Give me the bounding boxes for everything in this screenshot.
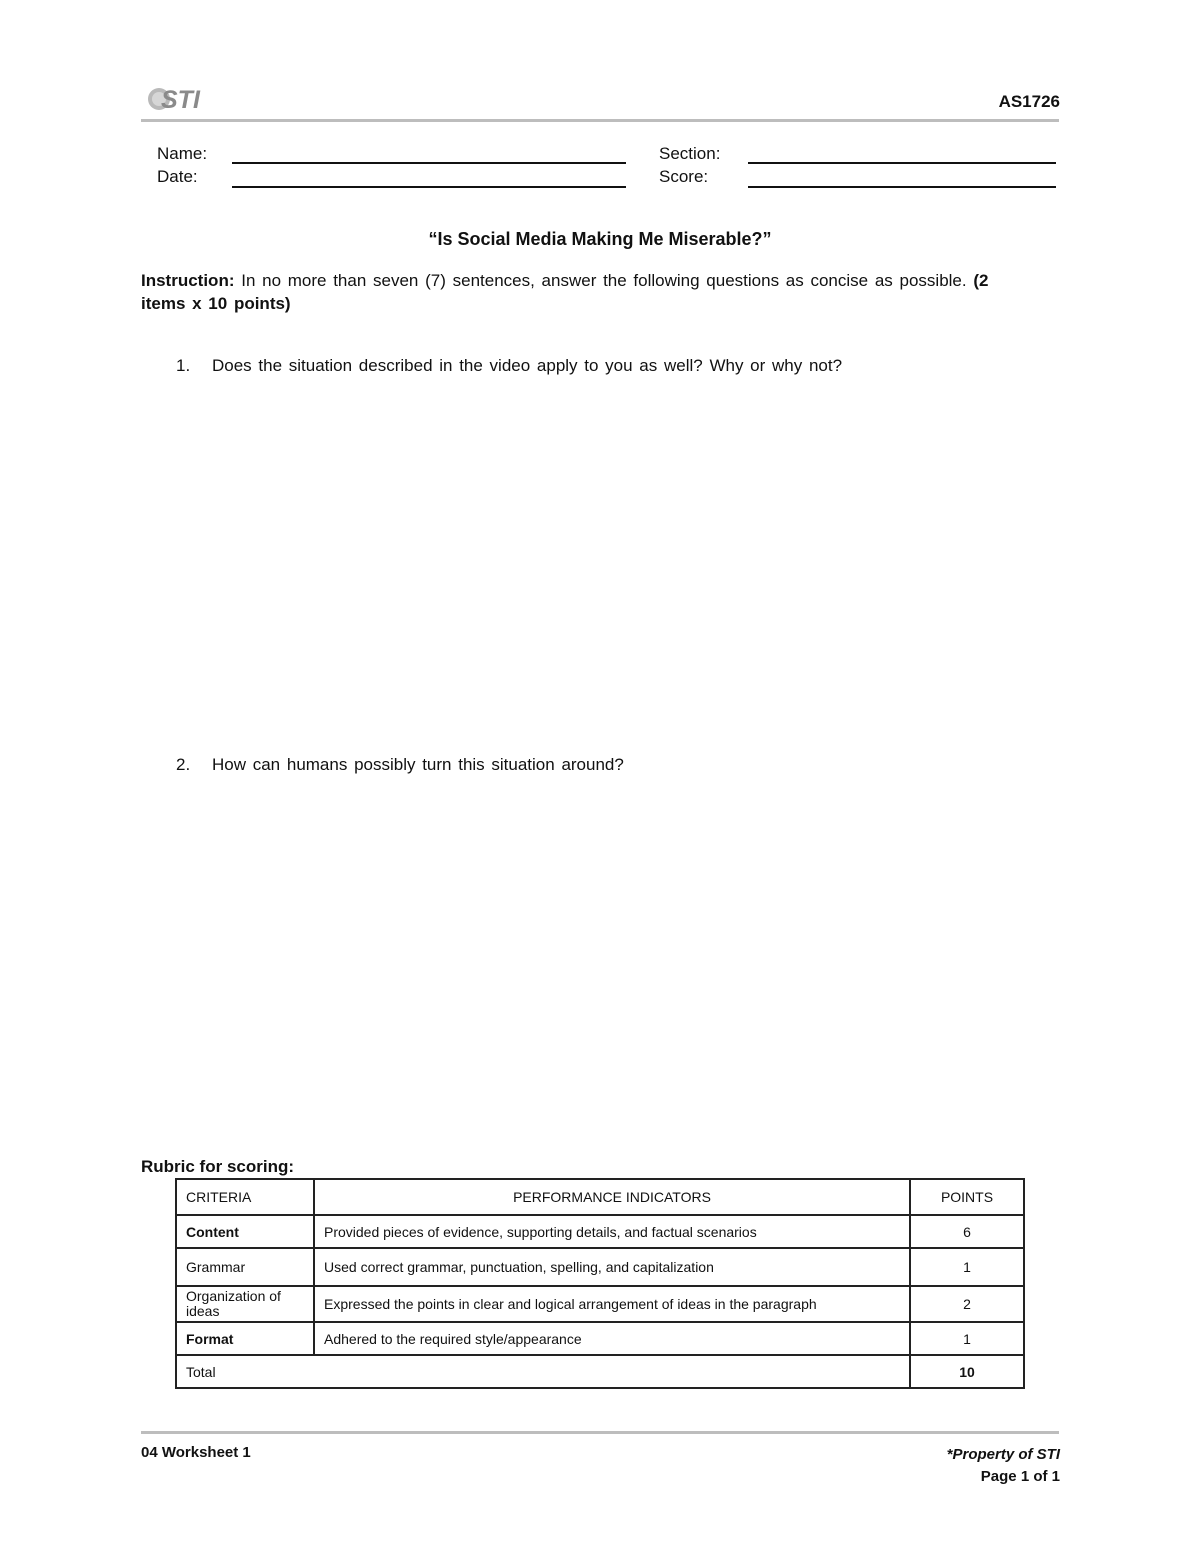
question-text: How can humans possibly turn this situation around? — [212, 755, 624, 774]
points-cell: 6 — [910, 1215, 1024, 1248]
instruction-label: Instruction: — [141, 271, 235, 290]
criteria-cell: Content — [176, 1215, 314, 1248]
name-label: Name: — [157, 144, 208, 163]
indicator-cell: Provided pieces of evidence, supporting details, and factual scenarios — [314, 1215, 910, 1248]
section-field[interactable] — [748, 162, 1056, 164]
question-number: 2. — [176, 755, 191, 774]
footer-right — [947, 1444, 1060, 1488]
table-row — [176, 1215, 1024, 1248]
sti-logo — [145, 82, 215, 116]
header-criteria: CRITERIA — [176, 1179, 314, 1215]
name-field[interactable] — [232, 162, 626, 164]
indicator-cell: Adhered to the required style/appearance — [314, 1322, 910, 1355]
indicator-cell: Expressed the points in clear and logical arrangement of ideas in the paragraph — [314, 1286, 910, 1322]
criteria-cell: Format — [176, 1322, 314, 1355]
date-field[interactable] — [232, 186, 626, 188]
points-cell: 2 — [910, 1286, 1024, 1322]
score-label: Score: — [659, 167, 709, 186]
criteria-cell: Organization of ideas — [176, 1286, 314, 1322]
points-cell: 1 — [910, 1248, 1024, 1286]
instruction-text — [141, 269, 1001, 315]
question-number: 1. — [176, 356, 191, 375]
table-row — [176, 1322, 1024, 1355]
question-text: Does the situation described in the video apply to you as well? Why or why not? — [212, 356, 843, 375]
footer-property: *Property of STI — [946, 1446, 1060, 1463]
footer-divider — [141, 1431, 1059, 1434]
question-1 — [176, 356, 842, 376]
table-header-row — [176, 1179, 1024, 1215]
header-points: POINTS — [910, 1179, 1024, 1215]
worksheet-title: “Is Social Media Making Me Miserable?” — [428, 229, 772, 249]
table-total-row — [176, 1355, 1024, 1388]
document-code: AS1726 — [998, 92, 1060, 111]
total-label: Total — [176, 1355, 910, 1388]
date-label: Date: — [157, 167, 198, 186]
rubric-table — [175, 1178, 1025, 1389]
table-row — [176, 1248, 1024, 1286]
indicator-cell: Used correct grammar, punctuation, spelling, and capitalization — [314, 1248, 910, 1286]
footer-worksheet-label: 04 Worksheet 1 — [141, 1444, 251, 1461]
svg-text:STI: STI — [161, 86, 200, 114]
criteria-cell: Grammar — [176, 1248, 314, 1286]
total-points: 10 — [910, 1355, 1024, 1388]
header-indicators: PERFORMANCE INDICATORS — [314, 1179, 910, 1215]
points-cell: 1 — [910, 1322, 1024, 1355]
instruction-body: In no more than seven (7) sentences, answer the following questions as concise as possible. — [234, 271, 974, 290]
table-row — [176, 1286, 1024, 1322]
score-field[interactable] — [748, 186, 1056, 188]
section-label: Section: — [659, 144, 721, 163]
instruction-points: (2 items x 10 points) — [141, 271, 989, 313]
header-divider — [141, 119, 1059, 122]
question-2 — [176, 755, 624, 775]
rubric-title: Rubric for scoring: — [141, 1157, 295, 1176]
footer-page-number: Page 1 of 1 — [980, 1468, 1060, 1485]
